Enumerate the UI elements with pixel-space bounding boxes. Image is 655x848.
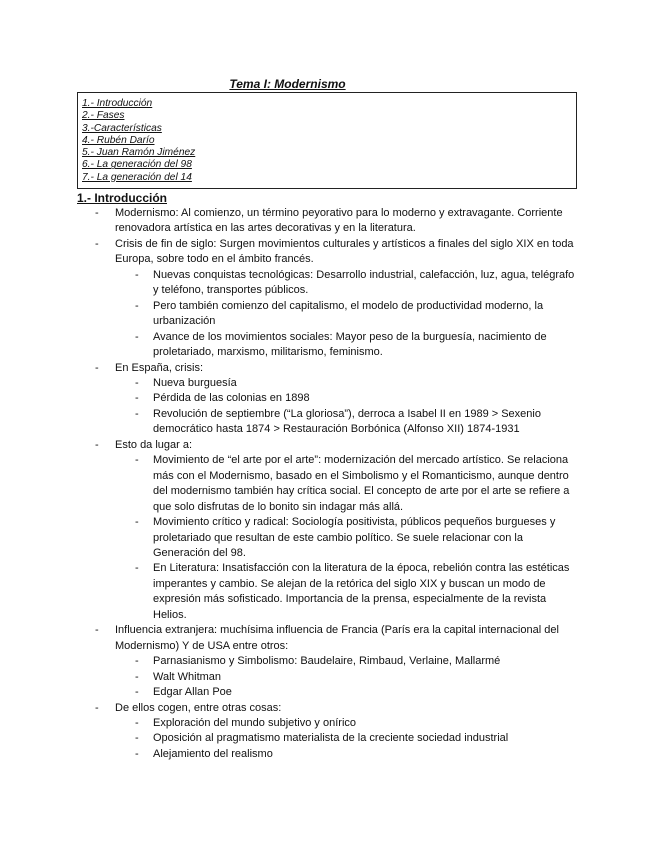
sub-bullet-item: - Nueva burguesía: [153, 376, 577, 391]
toc-link-generacion-98[interactable]: 6.- La generación del 98: [82, 159, 192, 171]
bullet-list: [0, 206, 655, 762]
toc-link-caracteristicas[interactable]: 3.-Características: [82, 122, 162, 134]
toc-link-juan-ramon-jimenez[interactable]: 5.- Juan Ramón Jiménez: [82, 147, 196, 159]
sub-bullet-item: - Revolución de septiembre (“La gloriosa”), derroca a Isabel II en 1989 > Sexenio democrático hasta 1874 > Restauración Borbónica (Alfonso XII) 1874-1931: [153, 407, 577, 438]
sub-bullet-item: - Pérdida de las colonias en 1898: [153, 391, 577, 406]
toc-link-ruben-dario[interactable]: 4.- Rubén Darío: [82, 134, 155, 146]
sub-bullet-item: - Pero también comienzo del capitalismo, el modelo de productividad moderno, la urbanización: [153, 299, 577, 330]
toc-link-generacion-14[interactable]: 7.- La generación del 14: [82, 171, 192, 183]
sub-bullet-item: - Walt Whitman: [153, 670, 577, 685]
sub-bullet-item: - Avance de los movimientos sociales: Mayor peso de la burguesía, nacimiento de proletariado, marxismo, militarismo, feminismo.: [153, 330, 577, 361]
sub-bullet-item: - Oposición al pragmatismo materialista de la creciente sociedad industrial: [153, 731, 577, 746]
bullet-item: - Esto da lugar a:: [115, 438, 577, 453]
section-heading: 1.- Introducción: [77, 191, 167, 205]
bullet-item: - Influencia extranjera: muchísima influencia de Francia (París era la capital internacional del Modernismo) Y de USA entre otros:: [115, 623, 577, 654]
sub-bullet-item: - Edgar Allan Poe: [153, 685, 577, 700]
sub-bullet-item: - En Literatura: Insatisfacción con la literatura de la época, rebelión contra las estéticas imperantes y cambio. Se alejan de la retórica del siglo XIX y buscan un modo de expresión más sofisticado. Importancia de la prensa, especialmente de la revista Helios.: [153, 561, 577, 623]
bullet-item: - Modernismo: Al comienzo, un término peyorativo para lo moderno y extravagante. Corriente renovadora artística en las artes decorativas y en la literatura.: [115, 206, 577, 237]
sub-bullet-item: - Movimiento de “el arte por el arte”: modernización del mercado artístico. Se relaciona más con el Modernismo, basado en el Simbolismo y el Romanticismo, aunque dentro del modernismo también hay crítica social. El concepto de arte por el arte se refiere a que solo disfrutas de lo bonito sin indagar más allá.: [153, 453, 577, 515]
document-title: Tema I: Modernismo: [229, 77, 346, 91]
sub-bullet-item: - Movimiento crítico y radical: Sociología positivista, públicos pequeños burgueses y proletariado que resultan de este cambio político. Se suele relacionar con la Generación del 98.: [153, 515, 577, 561]
toc-link-fases[interactable]: 2.- Fases: [82, 110, 125, 122]
sub-bullet-item: - Alejamiento del realismo: [153, 747, 577, 762]
bullet-item: - Crisis de fin de siglo: Surgen movimientos culturales y artísticos a finales del siglo XIX en toda Europa, sobre todo en el ámbito francés.: [115, 237, 577, 268]
toc-link-introduccion[interactable]: 1.- Introducción: [82, 98, 153, 109]
sub-bullet-item: - Parnasianismo y Simbolismo: Baudelaire, Rimbaud, Verlaine, Mallarmé: [153, 654, 577, 669]
bullet-item: - En España, crisis:: [115, 361, 577, 376]
bullet-item: - De ellos cogen, entre otras cosas:: [115, 701, 577, 716]
sub-bullet-item: - Exploración del mundo subjetivo y onírico: [153, 716, 577, 731]
sub-bullet-item: - Nuevas conquistas tecnológicas: Desarrollo industrial, calefacción, luz, agua, telégrafo y teléfono, transportes públicos.: [153, 268, 577, 299]
table-of-contents: [77, 92, 577, 189]
